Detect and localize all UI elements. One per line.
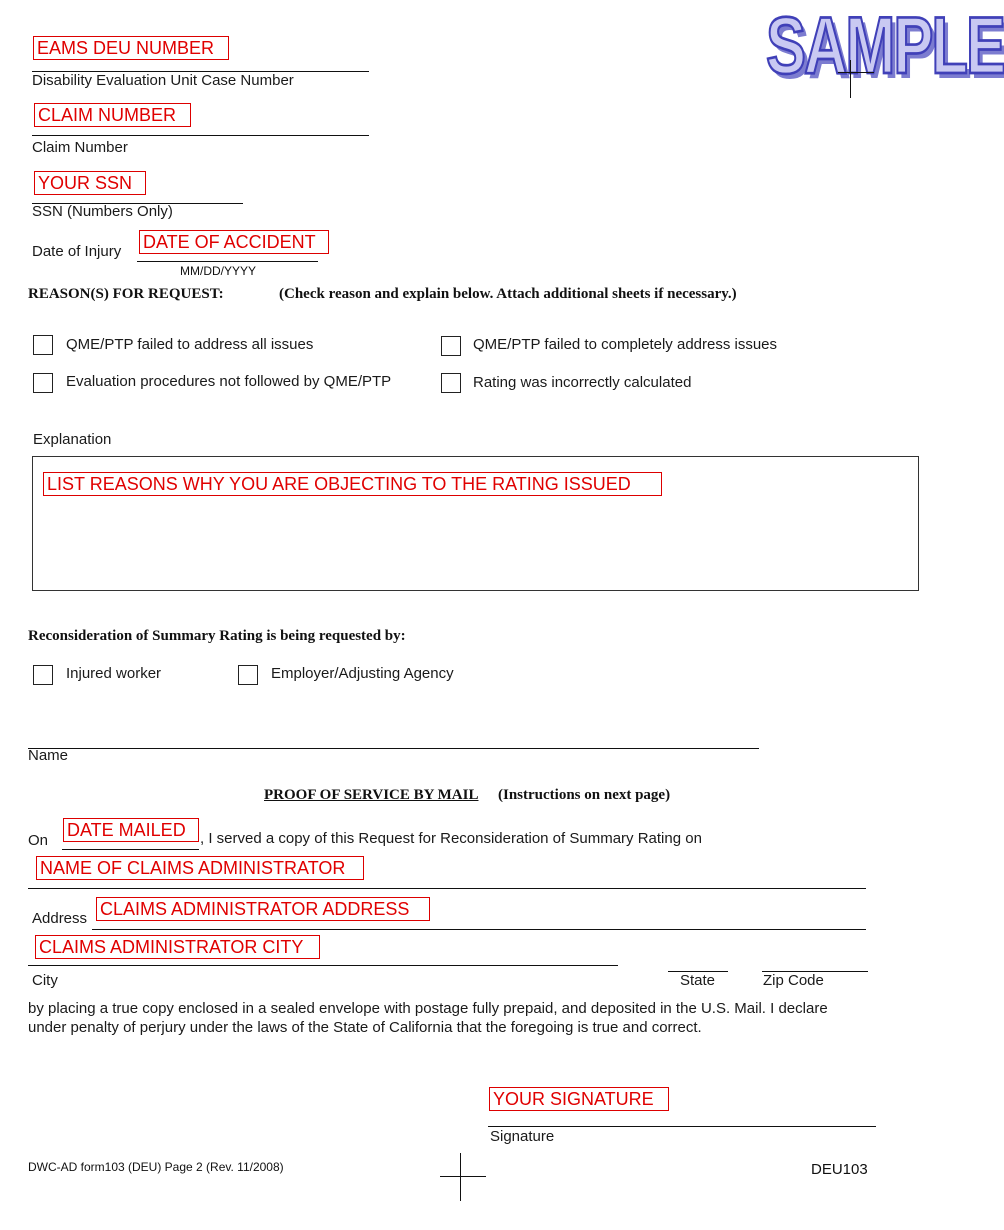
- crop-mark-h: [838, 72, 874, 73]
- claim-line: [32, 135, 369, 136]
- reasons-title: REASON(S) FOR REQUEST:: [28, 286, 224, 302]
- address-label: Address: [32, 910, 88, 927]
- proof-title: PROOF OF SERVICE BY MAIL: [264, 787, 479, 803]
- city-label: City: [32, 972, 58, 989]
- name-line: [28, 748, 759, 749]
- claims-admin-name-field[interactable]: NAME OF CLAIMS ADMINISTRATOR: [36, 856, 364, 880]
- eams-label: Disability Evaluation Unit Case Number: [32, 72, 294, 89]
- claim-number-field[interactable]: CLAIM NUMBER: [34, 103, 191, 127]
- signature-label: Signature: [490, 1128, 555, 1145]
- crop-mark-v: [850, 60, 851, 98]
- date-format-hint: MM/DD/YYYY: [180, 264, 257, 278]
- footer-crop-h: [440, 1176, 486, 1177]
- address-field[interactable]: CLAIMS ADMINISTRATOR ADDRESS: [96, 897, 430, 921]
- name-label: Name: [28, 747, 69, 764]
- option-failed-completely-address: QME/PTP failed to completely address issues: [473, 336, 778, 353]
- form-code: DEU103: [811, 1161, 868, 1178]
- ssn-label: SSN (Numbers Only): [32, 203, 173, 220]
- date-of-injury-line: [137, 261, 318, 262]
- date-mailed-line: [62, 849, 199, 850]
- zip-label: Zip Code: [763, 972, 824, 989]
- checkbox-failed-completely-address[interactable]: [441, 336, 461, 356]
- address-line: [92, 929, 866, 930]
- option-procedures-not-followed: Evaluation procedures not followed by QME/PTP: [66, 373, 392, 390]
- claims-admin-line: [28, 888, 866, 889]
- state-label: State: [680, 972, 716, 989]
- claim-label: Claim Number: [32, 139, 128, 156]
- option-employer: Employer/Adjusting Agency: [271, 665, 454, 682]
- declaration-line-2: under penalty of perjury under the laws of the State of California that the foregoing is true and correct.: [28, 1019, 702, 1036]
- signature-line: [488, 1126, 876, 1127]
- form-id: DWC-AD form103 (DEU) Page 2 (Rev. 11/2008): [28, 1160, 284, 1174]
- explanation-field[interactable]: LIST REASONS WHY YOU ARE OBJECTING TO THE RATING ISSUED: [43, 472, 662, 496]
- explanation-label: Explanation: [33, 431, 112, 448]
- footer-crop-v: [460, 1153, 461, 1201]
- sample-watermark: SAMPLE: [766, 0, 1004, 91]
- checkbox-employer[interactable]: [238, 665, 258, 685]
- date-of-injury-field[interactable]: DATE OF ACCIDENT: [139, 230, 329, 254]
- requested-by-title: Reconsideration of Summary Rating is being requested by:: [28, 628, 406, 644]
- checkbox-injured-worker[interactable]: [33, 665, 53, 685]
- city-field[interactable]: CLAIMS ADMINISTRATOR CITY: [35, 935, 320, 959]
- option-failed-address-all: QME/PTP failed to address all issues: [66, 336, 314, 353]
- served-text: , I served a copy of this Request for Reconsideration of Summary Rating on: [200, 830, 702, 847]
- option-rating-incorrect: Rating was incorrectly calculated: [473, 374, 692, 391]
- declaration-line-1: by placing a true copy enclosed in a sealed envelope with postage fully prepaid, and deposited in the U.S. Mail. I declare: [28, 1000, 828, 1017]
- city-line: [28, 965, 618, 966]
- proof-instructions: (Instructions on next page): [498, 787, 671, 803]
- date-of-injury-label: Date of Injury: [32, 243, 122, 260]
- option-injured-worker: Injured worker: [66, 665, 162, 682]
- checkbox-rating-incorrect[interactable]: [441, 373, 461, 393]
- checkbox-procedures-not-followed[interactable]: [33, 373, 53, 393]
- eams-deu-number-field[interactable]: EAMS DEU NUMBER: [33, 36, 229, 60]
- reasons-instructions: (Check reason and explain below. Attach additional sheets if necessary.): [279, 286, 737, 302]
- signature-field[interactable]: YOUR SIGNATURE: [489, 1087, 669, 1111]
- ssn-field[interactable]: YOUR SSN: [34, 171, 146, 195]
- date-mailed-field[interactable]: DATE MAILED: [63, 818, 199, 842]
- checkbox-failed-address-all[interactable]: [33, 335, 53, 355]
- on-label: On: [28, 832, 49, 849]
